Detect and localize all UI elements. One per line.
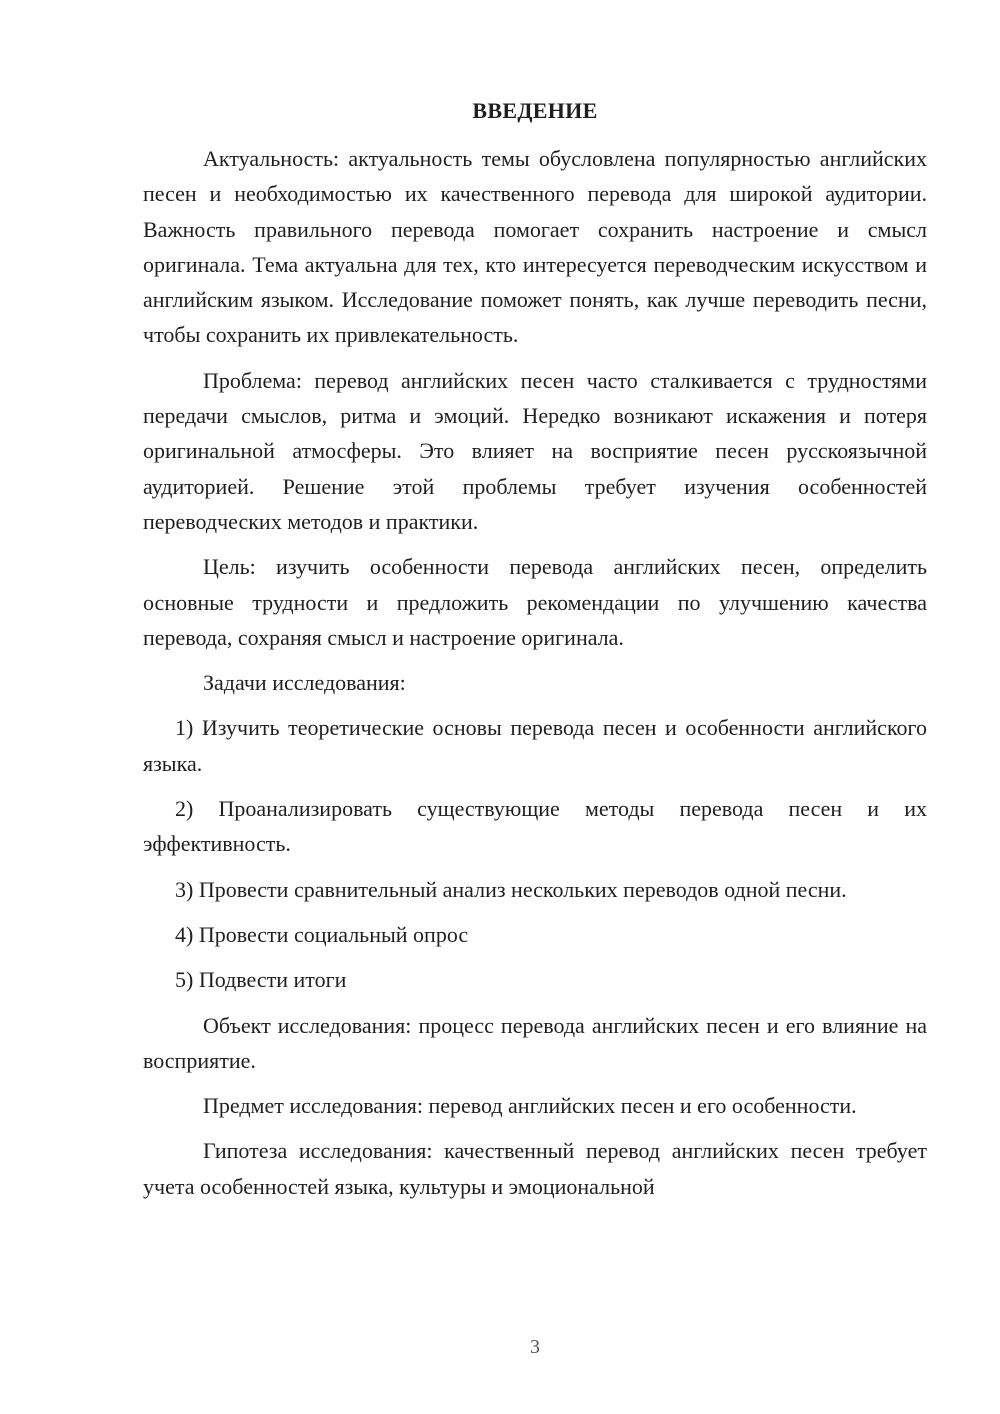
task-item-3: 3) Провести сравнительный анализ нескольких переводов одной песни. xyxy=(175,876,847,902)
paragraph-relevance: Актуальность: актуальность темы обусловлена популярностью английских песен и необходимостью их качественного перевода для широкой аудитории. Важность правильного перевода помогает сохранить настроение и смысл оригинала. Тема актуальна для тех, кто интересуется переводческим искусством и английским языком. Исследование поможет понять, как лучше переводить песни, чтобы сохранить их привлекательность. xyxy=(143,146,927,348)
task-item-4: 4) Провести социальный опрос xyxy=(175,921,469,947)
page-number: 3 xyxy=(530,1336,540,1358)
paragraph-problem: Проблема: перевод английских песен часто сталкивается с трудностями передачи смыслов, ритма и эмоций. Нередко возникают искажения и потеря оригинальной атмосферы. Это влияет на восприятие песен русскоязычной аудиторией. Решение этой проблемы требует изучения особенностей переводческих методов и практики. xyxy=(143,367,927,534)
paragraph-goal: Цель: изучить особенности перевода английских песен, определить основные трудности и предложить рекомендации по улучшению качества перевода, сохраняя смысл и настроение оригинала. xyxy=(143,554,927,650)
paragraph-object: Объект исследования: процесс перевода английских песен и его влияние на восприятие. xyxy=(143,1012,927,1073)
task-item-1: 1) Изучить теоретические основы перевода песен и особенности английского языка. xyxy=(143,715,927,776)
document-body xyxy=(143,141,927,1204)
paragraph-hypothesis: Гипотеза исследования: качественный перевод английских песен требует учета особенностей языка, культуры и эмоциональной xyxy=(143,1138,927,1199)
task-item-5: 5) Подвести итоги xyxy=(175,967,347,993)
paragraph-tasks-heading: Задачи исследования: xyxy=(203,670,406,696)
task-item-2: 2) Проанализировать существующие методы перевода песен и их эффективность. xyxy=(143,796,927,857)
paragraph-subject: Предмет исследования: перевод английских песен и его особенности. xyxy=(203,1093,857,1119)
page-title: ВВЕДЕНИЕ xyxy=(472,98,598,123)
